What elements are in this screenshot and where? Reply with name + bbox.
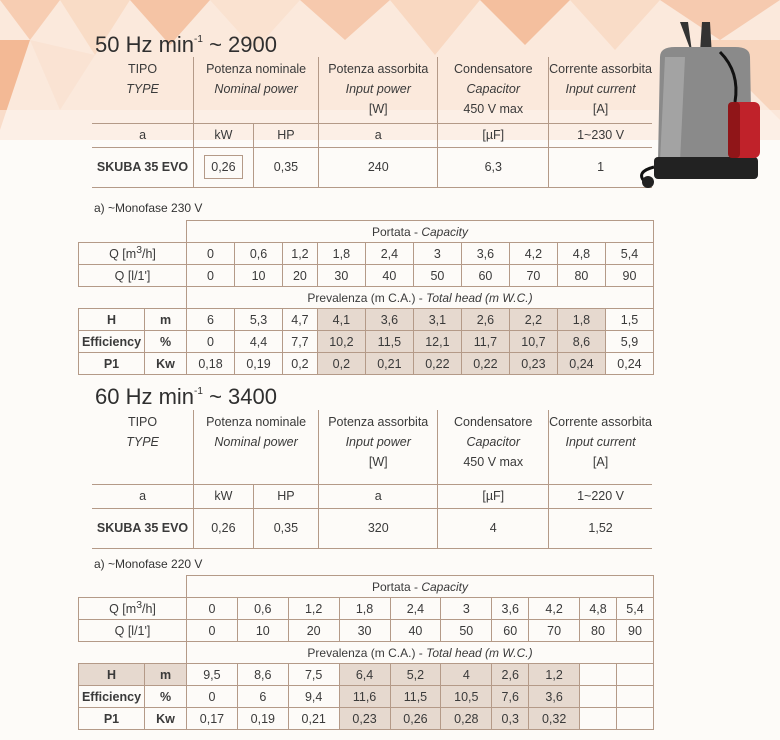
pump-image [640,12,775,197]
table-cell: a [92,123,194,147]
table-cell: 0,26 [194,508,254,548]
table-cell: 3,6 [365,309,413,331]
spec-units-row [92,123,652,147]
table-cell: 0,24 [605,353,653,375]
table-cell: 0,32 [529,708,580,730]
table-cell: 0 [187,686,238,708]
table-cell: 0,6 [235,243,283,265]
table-cell: Corrente assorbita Input current [A] [549,57,652,123]
table-cell: 0,2 [283,353,318,375]
table-cell: 0,23 [509,353,557,375]
spec-header-row [92,410,652,484]
table-cell [616,708,653,730]
table-cell: Kw [145,708,187,730]
table-cell [145,221,187,243]
table-cell: 5,4 [605,243,653,265]
table-cell: 9,5 [187,664,238,686]
table-cell: 6 [237,686,288,708]
table-cell [79,576,145,598]
table-cell: 1,2 [288,598,339,620]
q-m3-row [79,243,654,265]
table-cell: H [79,664,145,686]
table-cell: 11,7 [461,331,509,353]
table-cell: 6,4 [339,664,390,686]
spec-model-row [92,508,652,548]
table-cell: 11,5 [365,331,413,353]
table-cell: 1,2 [529,664,580,686]
table-cell [616,686,653,708]
p1-row [79,708,654,730]
table-cell: TIPO TYPE [92,57,194,123]
table-cell: 1,52 [549,508,652,548]
table-cell: 20 [288,620,339,642]
table-cell: 0,18 [187,353,235,375]
table-cell: 3,6 [529,686,580,708]
table-cell: 0 [187,598,238,620]
table-cell: Efficiency [79,686,145,708]
table-cell: [µF] [438,123,549,147]
table-cell: 8,6 [557,331,605,353]
table-cell: Potenza assorbita Input power [W] [319,410,438,484]
table-cell: 0,19 [237,708,288,730]
table-cell: 80 [557,265,605,287]
efficiency-row [79,686,654,708]
table-cell: 4,2 [529,598,580,620]
table-cell: 320 [319,508,438,548]
spec-table-50 [92,57,652,188]
table-cell: 3 [441,598,492,620]
table-cell: % [145,686,187,708]
table-cell: 10,7 [509,331,557,353]
portata-row [79,221,654,243]
prevalenza-row [79,642,654,664]
table-cell: a [319,484,438,508]
table-cell: 1,2 [283,243,318,265]
table-cell [580,686,617,708]
q-m3-row [79,598,654,620]
table-cell: 60 [461,265,509,287]
table-cell: 60 [492,620,529,642]
table-cell [580,664,617,686]
table-cell: 4,1 [317,309,365,331]
table-cell: 0,22 [461,353,509,375]
table-cell: kW [194,484,254,508]
table-cell: 3,6 [461,243,509,265]
table-cell: 0,28 [441,708,492,730]
table-cell: 5,4 [616,598,653,620]
table-cell: 0,17 [187,708,238,730]
table-cell: 0,26 [194,147,254,187]
table-cell: 7,7 [283,331,318,353]
table-cell: Efficiency [79,331,145,353]
performance-table-50 [78,220,654,375]
table-cell: 6,3 [438,147,549,187]
table-cell: 30 [317,265,365,287]
table-cell: Q [l/1'] [79,620,187,642]
table-cell: HP [253,123,318,147]
table-cell: P1 [79,353,145,375]
table-cell: Q [l/1'] [79,265,187,287]
performance-table-60 [78,575,654,730]
table-cell: 0,24 [557,353,605,375]
table-cell: 1,5 [605,309,653,331]
table-cell: Condensatore Capacitor 450 V max [438,57,549,123]
table-cell: 1,8 [339,598,390,620]
table-cell: 0 [187,331,235,353]
spec-table-60 [92,410,652,549]
table-cell: 0 [187,620,238,642]
table-cell: 30 [339,620,390,642]
table-cell: 0,19 [235,353,283,375]
h-row [79,309,654,331]
table-cell: 4,8 [580,598,617,620]
table-cell: 50 [441,620,492,642]
table-cell: a [92,484,194,508]
table-cell: kW [194,123,254,147]
table-cell: 2,4 [390,598,441,620]
q-l-row [79,620,654,642]
table-cell: Kw [145,353,187,375]
table-cell: 240 [319,147,438,187]
table-cell: a [319,123,438,147]
table-cell: 0,2 [317,353,365,375]
section-60-heading: 60 Hz $\min^{-1}$ ~ 3400 [95,384,277,409]
table-cell: HP [253,484,318,508]
table-cell: 0 [187,265,235,287]
table-cell: 6 [187,309,235,331]
table-cell: 1,8 [317,243,365,265]
table-cell [616,664,653,686]
table-cell: SKUBA 35 EVO [92,508,194,548]
note-60: a) ~Monofase 220 V [94,557,203,571]
table-cell: 10,2 [317,331,365,353]
table-cell: 70 [509,265,557,287]
table-cell: 4 [441,664,492,686]
table-cell: 2,2 [509,309,557,331]
table-cell: 1,8 [557,309,605,331]
table-cell: 10,5 [441,686,492,708]
table-cell: 40 [390,620,441,642]
section-50-heading: 50 Hz $\min^{-1}$ ~ 2900 [95,32,277,57]
table-cell: 3 [413,243,461,265]
table-cell: 10 [237,620,288,642]
table-cell: 1 [549,147,652,187]
q-l-row [79,265,654,287]
table-cell: 0,23 [339,708,390,730]
table-cell: 0,21 [365,353,413,375]
h-row [79,664,654,686]
table-cell: Portata - Capacity [187,576,654,598]
table-cell: Potenza nominale Nominal power [194,57,319,123]
table-cell: 0,35 [253,508,318,548]
table-cell: m [145,664,187,686]
table-cell: Condensatore Capacitor 450 V max [438,410,549,484]
table-cell: 4,2 [509,243,557,265]
spec-units-row [92,484,652,508]
table-cell: 90 [616,620,653,642]
table-cell: % [145,331,187,353]
table-cell: TIPO TYPE [92,410,194,484]
table-cell [79,221,145,243]
table-cell [79,287,145,309]
table-cell [580,708,617,730]
table-cell: [µF] [438,484,549,508]
table-cell: 40 [365,265,413,287]
table-cell: 90 [605,265,653,287]
table-cell: 5,9 [605,331,653,353]
table-cell: 2,4 [365,243,413,265]
table-cell: 5,3 [235,309,283,331]
table-cell: 80 [580,620,617,642]
table-cell: 8,6 [237,664,288,686]
table-cell: 5,2 [390,664,441,686]
table-cell [145,287,187,309]
table-cell: P1 [79,708,145,730]
table-cell: SKUBA 35 EVO [92,147,194,187]
spec-header-row [92,57,652,123]
table-cell: Corrente assorbita Input current [A] [549,410,652,484]
table-cell: 0,26 [390,708,441,730]
table-cell: 0 [187,243,235,265]
table-cell [145,642,187,664]
spec-model-row [92,147,652,187]
table-cell: 0,35 [253,147,318,187]
table-cell: 4,4 [235,331,283,353]
table-cell: 0,3 [492,708,529,730]
table-cell: 4,8 [557,243,605,265]
table-cell: Prevalenza (m C.A.) - Total head (m W.C.) [187,287,654,309]
note-50: a) ~Monofase 230 V [94,201,203,215]
table-cell: 0,22 [413,353,461,375]
table-cell: 2,6 [492,664,529,686]
table-cell: 9,4 [288,686,339,708]
table-cell: 2,6 [461,309,509,331]
table-cell: Q $[m^3/h]$ [79,243,187,265]
table-cell: Potenza nominale Nominal power [194,410,319,484]
table-cell: 70 [529,620,580,642]
table-cell: 1~230 V [549,123,652,147]
table-cell: 4 [438,508,549,548]
table-cell [145,576,187,598]
table-cell: 4,7 [283,309,318,331]
table-cell: 0,21 [288,708,339,730]
table-cell: Potenza assorbita Input power [W] [319,57,438,123]
table-cell: Portata - Capacity [187,221,654,243]
table-cell [79,642,145,664]
prevalenza-row [79,287,654,309]
table-cell: 0,6 [237,598,288,620]
table-cell: m [145,309,187,331]
table-cell: Q $[m^3/h]$ [79,598,187,620]
table-cell: 11,6 [339,686,390,708]
table-cell: 3,6 [492,598,529,620]
portata-row [79,576,654,598]
table-cell: 10 [235,265,283,287]
table-cell: 12,1 [413,331,461,353]
table-cell: 7,6 [492,686,529,708]
table-cell: Prevalenza (m C.A.) - Total head (m W.C.) [187,642,654,664]
table-cell: 1~220 V [549,484,652,508]
table-cell: 20 [283,265,318,287]
p1-row [79,353,654,375]
table-cell: H [79,309,145,331]
table-cell: 3,1 [413,309,461,331]
efficiency-row [79,331,654,353]
table-cell: 7,5 [288,664,339,686]
table-cell: 11,5 [390,686,441,708]
table-cell: 50 [413,265,461,287]
